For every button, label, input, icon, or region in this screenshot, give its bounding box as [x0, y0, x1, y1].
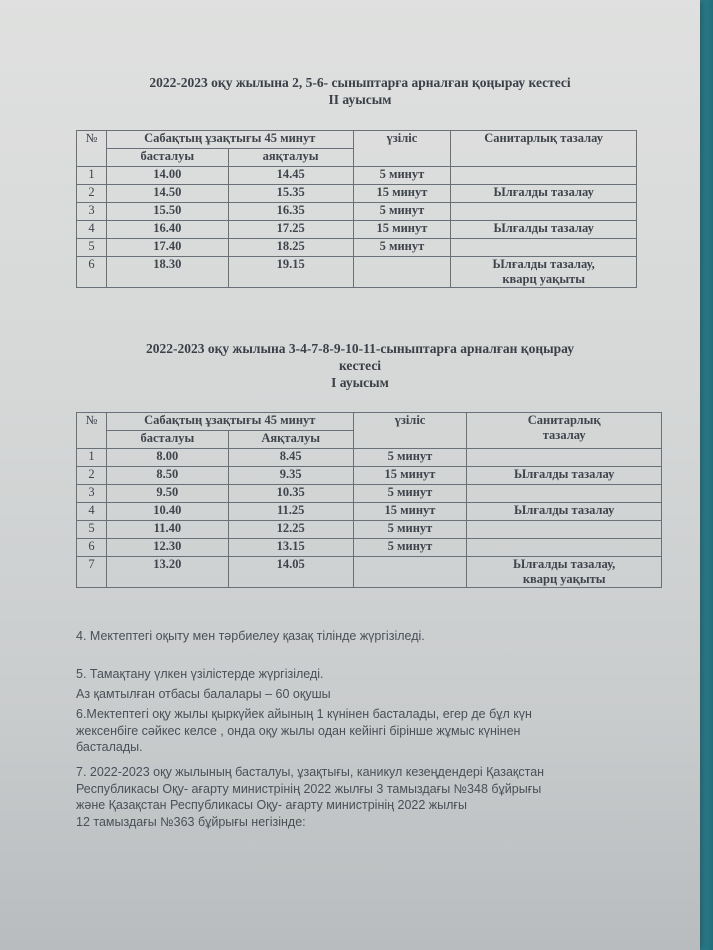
cell-sanitary: [467, 521, 662, 539]
table-row: [77, 221, 637, 239]
cell-end: 17.25: [228, 221, 353, 239]
table-row: [77, 521, 662, 539]
table-row: [77, 449, 662, 467]
cell-end: 19.15: [228, 257, 353, 288]
paragraph-7-line1: 7. 2022-2023 оқу жылының басталуы, ұзақтығы, каникул кезеңдендері Қазақстан: [76, 765, 545, 779]
cell-sanitary: Ылғалды тазалау: [467, 467, 662, 485]
table-row: [77, 557, 662, 588]
cell-num: 5: [77, 239, 107, 257]
paragraph-6: [76, 706, 676, 756]
header-duration: Сабақтың ұзақтығы 45 минут: [106, 131, 353, 149]
cell-sanitary: Ылғалды тазалау: [451, 185, 637, 203]
cell-start: 15.50: [106, 203, 228, 221]
cell-start: 13.20: [106, 557, 228, 588]
cell-break: 5 минут: [353, 203, 451, 221]
cell-start: 18.30: [106, 257, 228, 288]
cell-sanitary-line1: Ылғалды тазалау,: [513, 557, 616, 571]
cell-sanitary: [451, 203, 637, 221]
cell-end: 16.35: [228, 203, 353, 221]
table-row: [77, 167, 637, 185]
table-row: [77, 257, 637, 288]
table-row: [77, 185, 637, 203]
cell-end: 11.25: [228, 503, 353, 521]
paragraph-4: 4. Мектептегі оқыту мен тәрбиелеу қазақ тілінде жүргізіледі.: [76, 629, 425, 643]
cell-num: 4: [77, 221, 107, 239]
cell-start: 10.40: [106, 503, 228, 521]
cell-end: 10.35: [228, 485, 353, 503]
cell-end: 15.35: [228, 185, 353, 203]
header-break: үзіліс: [353, 131, 451, 167]
table-header-row: [77, 413, 662, 431]
cell-break: 15 минут: [353, 185, 451, 203]
paragraph-6-line1: 6.Мектептегі оқу жылы қыркүйек айының 1 күнінен басталады, егер де бұл күн: [76, 707, 532, 721]
paragraph-6-line2: жексенбіге сәйкес келсе , онда оқу жылы одан кейінгі бірінше жұмыс күнінен: [76, 723, 521, 738]
table-row: [77, 467, 662, 485]
header-start: басталуы: [106, 431, 228, 449]
table-row: [77, 485, 662, 503]
cell-break: 15 минут: [353, 467, 467, 485]
paragraph-7-line3: және Қазақстан Республикасы Оқу- ағарту министрінің 2022 жылғы: [76, 798, 467, 812]
paragraph-6-line3: басталады.: [76, 740, 143, 754]
cell-break: 5 минут: [353, 239, 451, 257]
cell-break: 15 минут: [353, 221, 451, 239]
header-break: үзіліс: [353, 413, 467, 449]
cell-end: 14.05: [228, 557, 353, 588]
cell-break: [353, 557, 467, 588]
cell-end: 18.25: [228, 239, 353, 257]
cell-num: 6: [77, 539, 107, 557]
cell-num: 7: [77, 557, 107, 588]
cell-break: 5 минут: [353, 539, 467, 557]
cell-num: 1: [77, 449, 107, 467]
table2-title-line1: 2022-2023 оқу жылына 3-4-7-8-9-10-11-сыныптарға арналған қоңырау: [146, 341, 574, 356]
header-end: аяқталуы: [228, 149, 353, 167]
table-row: [77, 503, 662, 521]
cell-sanitary: [451, 239, 637, 257]
table2-title: [60, 340, 660, 391]
cell-sanitary-line1: Ылғалды тазалау,: [492, 257, 595, 271]
paragraph-5b: Аз қамтылған отбасы балалары – 60 оқушы: [76, 687, 331, 701]
paragraph-7: [76, 764, 676, 830]
cell-sanitary: [467, 557, 662, 588]
table-header-row: [77, 131, 637, 149]
cell-num: 5: [77, 521, 107, 539]
cell-end: 8.45: [228, 449, 353, 467]
cell-sanitary-line2: кварц уақыты: [502, 272, 585, 286]
header-num: №: [77, 131, 107, 167]
cell-num: 6: [77, 257, 107, 288]
cell-break: 5 минут: [353, 167, 451, 185]
cell-num: 3: [77, 203, 107, 221]
cell-start: 14.50: [106, 185, 228, 203]
cell-sanitary-line2: кварц уақыты: [522, 572, 606, 586]
cell-start: 14.00: [106, 167, 228, 185]
cell-num: 3: [77, 485, 107, 503]
cell-start: 17.40: [106, 239, 228, 257]
cell-sanitary: [467, 449, 662, 467]
cell-end: 12.25: [228, 521, 353, 539]
schedule-table-shift1: [76, 412, 662, 588]
header-num: №: [77, 413, 107, 449]
paragraph-7-line4: 12 тамыздағы №363 бұйрығы негізінде:: [76, 814, 306, 829]
cell-end: 14.45: [228, 167, 353, 185]
cell-sanitary: [467, 539, 662, 557]
cell-break: 5 минут: [353, 485, 467, 503]
table1-title-line2: II ауысым: [328, 92, 392, 107]
header-sanitary: [467, 413, 662, 449]
header-sanitary-line1: Санитарлық: [527, 413, 601, 427]
paragraph-7-line2: Республикасы Оқу- ағарту министрінің 2022 жылғы 3 тамыздағы №348 бұйрығы: [76, 781, 542, 796]
cell-start: 9.50: [106, 485, 228, 503]
cell-sanitary: [451, 167, 637, 185]
table2-title-line2: кестесі: [338, 358, 382, 373]
cell-end: 13.15: [228, 539, 353, 557]
cell-break: 5 минут: [353, 521, 467, 539]
cell-start: 8.50: [106, 467, 228, 485]
cell-break: 15 минут: [353, 503, 467, 521]
schedule-table-shift2: [76, 130, 637, 288]
cell-start: 16.40: [106, 221, 228, 239]
header-sanitary-line2: тазалау: [542, 428, 586, 442]
table2-title-line3: I ауысым: [331, 375, 389, 390]
table-row: [77, 239, 637, 257]
cell-num: 2: [77, 467, 107, 485]
table1-title: [60, 74, 660, 108]
cell-break: 5 минут: [353, 449, 467, 467]
cell-start: 8.00: [106, 449, 228, 467]
cell-sanitary: [467, 485, 662, 503]
table-row: [77, 203, 637, 221]
cell-start: 12.30: [106, 539, 228, 557]
header-duration: Сабақтың ұзақтығы 45 минут: [106, 413, 353, 431]
header-start: басталуы: [106, 149, 228, 167]
cell-num: 4: [77, 503, 107, 521]
cell-sanitary: Ылғалды тазалау: [467, 503, 662, 521]
header-end: Аяқталуы: [228, 431, 353, 449]
cell-sanitary: Ылғалды тазалау: [451, 221, 637, 239]
cell-num: 1: [77, 167, 107, 185]
cell-num: 2: [77, 185, 107, 203]
header-sanitary: Санитарлық тазалау: [451, 131, 637, 167]
paragraph-5: 5. Тамақтану үлкен үзілістерде жүргізіледі.: [76, 667, 324, 681]
cell-sanitary: [451, 257, 637, 288]
table-row: [77, 539, 662, 557]
cell-start: 11.40: [106, 521, 228, 539]
cell-break: [353, 257, 451, 288]
cell-end: 9.35: [228, 467, 353, 485]
table1-title-line1: 2022-2023 оқу жылына 2, 5-6- сыныптарға арналған қоңырау кестесі: [149, 75, 571, 90]
